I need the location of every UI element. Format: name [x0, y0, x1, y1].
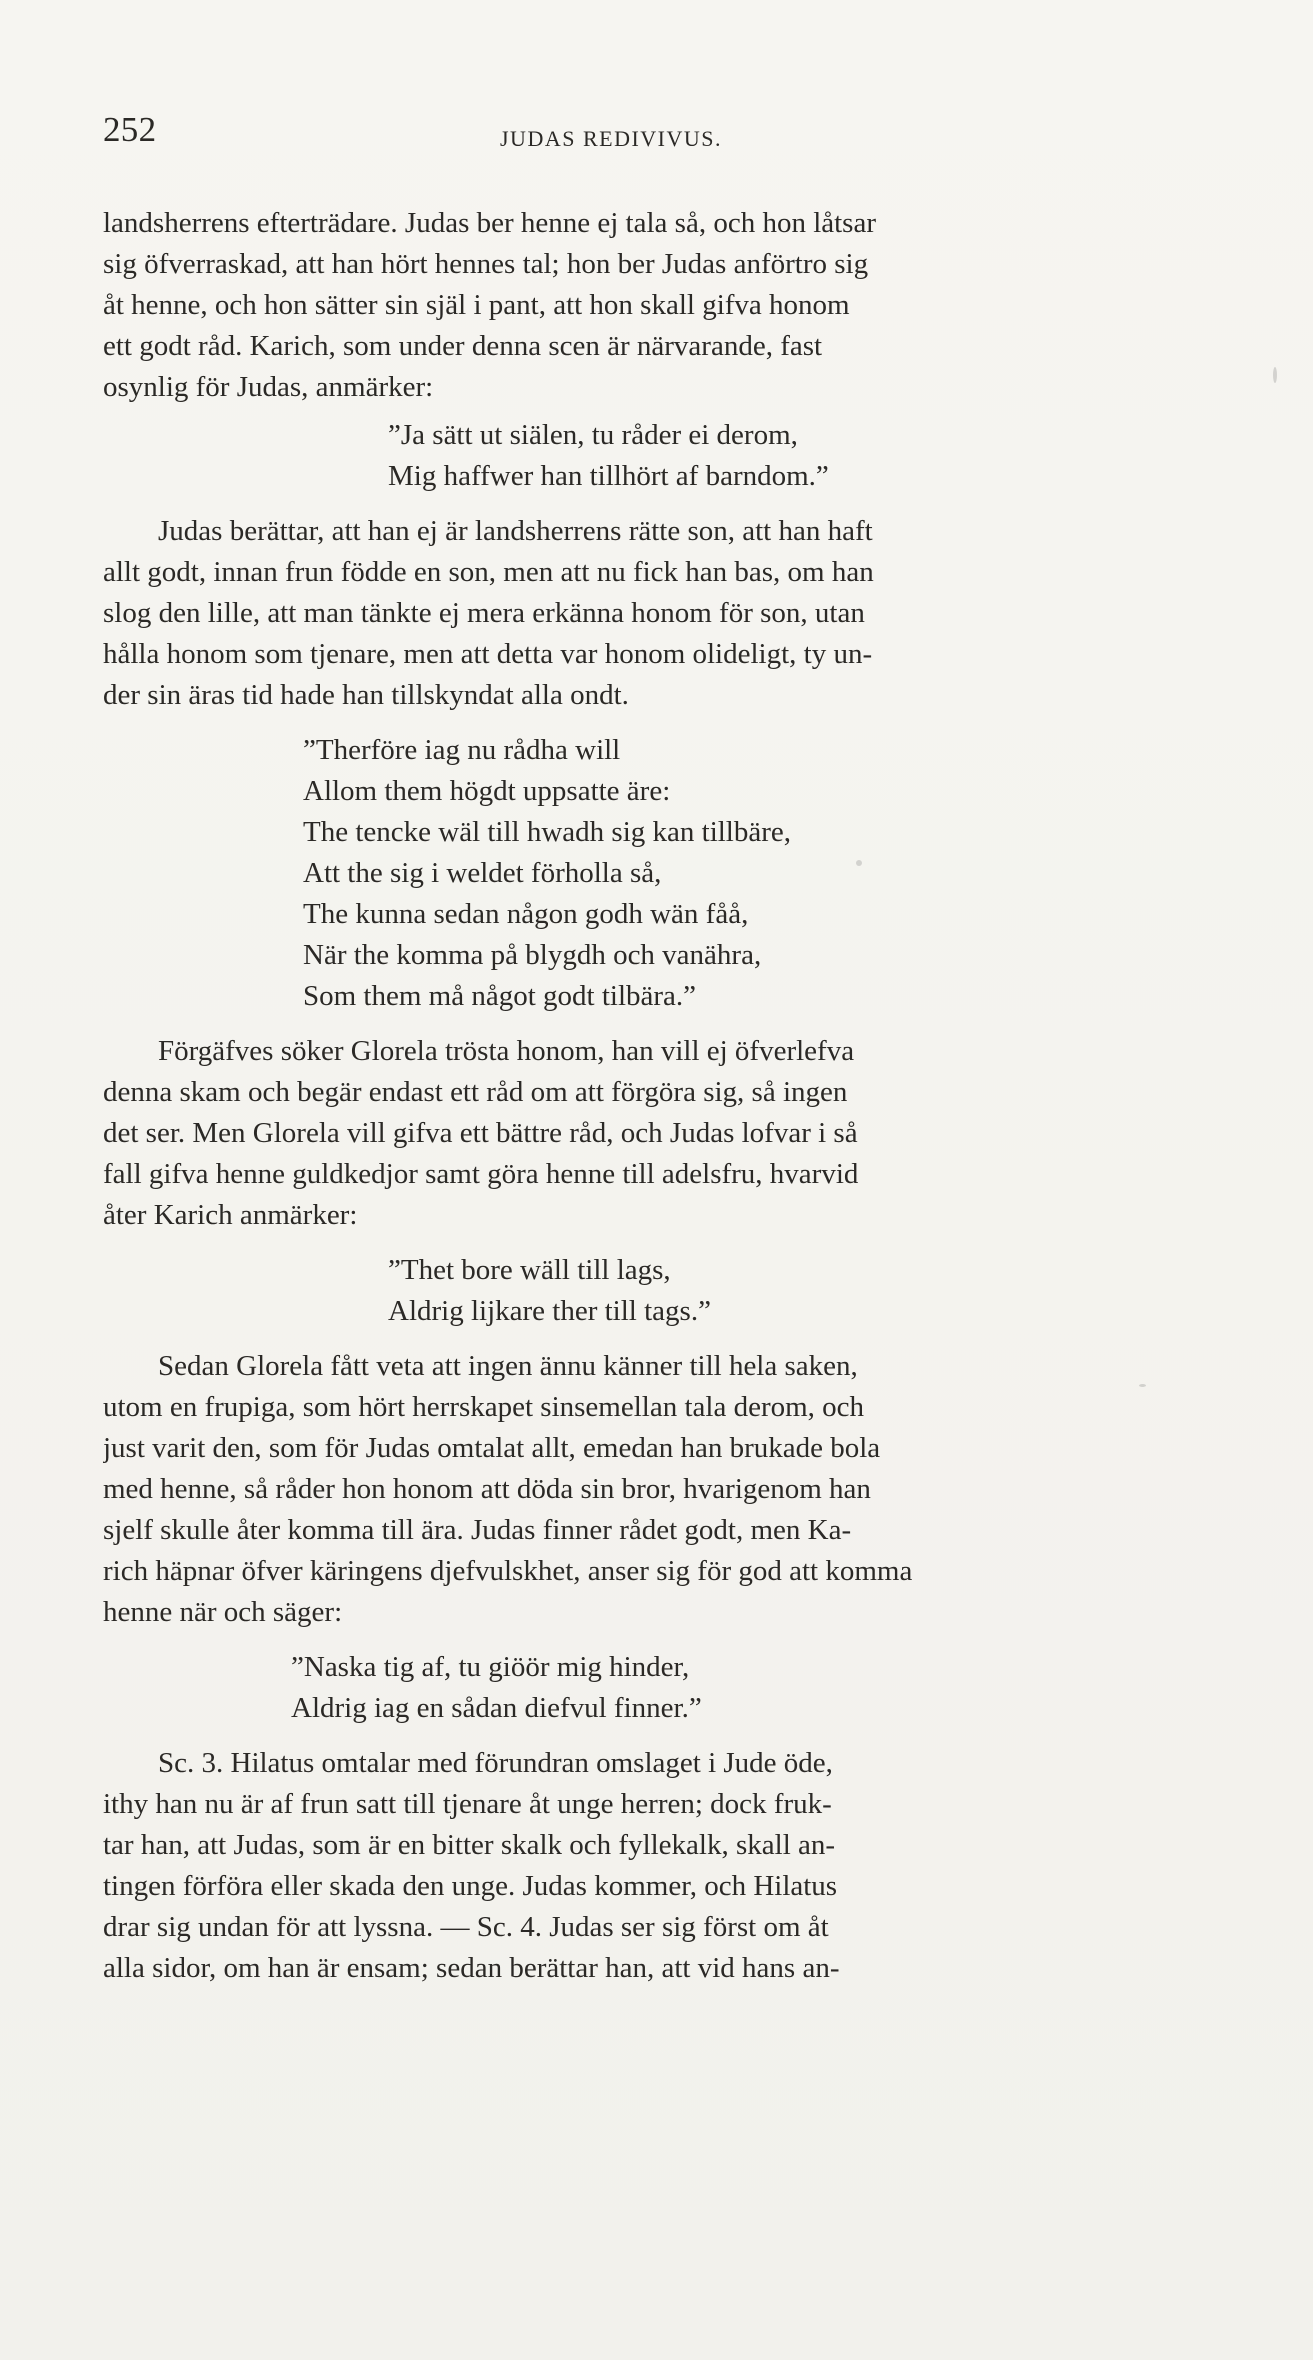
prose-line: henne när och säger:: [103, 1596, 343, 1628]
running-title: JUDAS REDIVIVUS.: [500, 126, 723, 151]
prose-line: Judas berättar, att han ej är landsherrens rätte son, att han haft: [158, 515, 873, 547]
prose-line: utom en frupiga, som hört herrskapet sinsemellan tala derom, och: [103, 1391, 865, 1423]
prose-line: sjelf skulle åter komma till ära. Judas finner rådet godt, men Ka-: [103, 1514, 852, 1546]
verse-line: ”Thet bore wäll till lags,: [388, 1254, 671, 1286]
prose-line: fall gifva henne guldkedjor samt göra henne till adelsfru, hvarvid: [103, 1158, 859, 1190]
prose-line: denna skam och begär endast ett råd om att förgöra sig, så ingen: [103, 1076, 848, 1108]
prose-line: sig öfverraskad, att han hört hennes tal; hon ber Judas anförtro sig: [103, 248, 869, 280]
verse-line: ”Therföre iag nu rådha will: [303, 734, 621, 766]
verse-line: ”Naska tig af, tu giöör mig hinder,: [291, 1651, 690, 1683]
prose-line: Sc. 3. Hilatus omtalar med förundran omslaget i Jude öde,: [158, 1747, 833, 1779]
prose-line: allt godt, innan frun födde en son, men att nu fick han bas, om han: [103, 556, 874, 588]
prose-line: åt henne, och hon sätter sin själ i pant, att hon skall gifva honom: [103, 289, 850, 321]
paper-speck: [1273, 367, 1277, 383]
verse-line: Aldrig iag en sådan diefvul finner.”: [291, 1692, 702, 1724]
prose-line: alla sidor, om han är ensam; sedan berättar han, att vid hans an-: [103, 1952, 840, 1984]
prose-line: osynlig för Judas, anmärker:: [103, 371, 434, 403]
prose-line: hålla honom som tjenare, men att detta var honom olideligt, ty un-: [103, 638, 873, 670]
prose-line: just varit den, som för Judas omtalat allt, emedan han brukade bola: [103, 1432, 881, 1464]
verse-line: Som them må något godt tilbära.”: [303, 980, 697, 1012]
verse-line: The tencke wäl till hwadh sig kan tillbäre,: [303, 816, 792, 848]
prose-line: slog den lille, att man tänkte ej mera erkänna honom för son, utan: [103, 597, 865, 629]
paper-speck: [1139, 1384, 1146, 1387]
page-number: 252: [103, 110, 157, 149]
verse-line: Att the sig i weldet förholla så,: [303, 857, 662, 889]
prose-line: ithy han nu är af frun satt till tjenare åt unge herren; dock fruk-: [103, 1788, 832, 1820]
prose-line: ett godt råd. Karich, som under denna scen är närvarande, fast: [103, 330, 823, 362]
prose-line: det ser. Men Glorela vill gifva ett bättre råd, och Judas lofvar i så: [103, 1117, 858, 1149]
prose-line: med henne, så råder hon honom att döda sin bror, hvarigenom han: [103, 1473, 871, 1505]
verse-line: Allom them högdt uppsatte äre:: [303, 775, 671, 807]
page-body: [103, 203, 1183, 1989]
verse-line: När the komma på blygdh och vanähra,: [303, 939, 762, 971]
prose-line: tar han, att Judas, som är en bitter skalk och fyllekalk, skall an-: [103, 1829, 836, 1861]
verse-line: ”Ja sätt ut siälen, tu råder ei derom,: [388, 419, 798, 451]
prose-line: tingen förföra eller skada den unge. Judas kommer, och Hilatus: [103, 1870, 838, 1902]
prose-line: landsherrens efterträdare. Judas ber henne ej tala så, och hon låtsar: [103, 207, 876, 239]
verse-line: The kunna sedan någon godh wän fåå,: [303, 898, 749, 930]
prose-line: drar sig undan för att lyssna. — Sc. 4. Judas ser sig först om åt: [103, 1911, 829, 1943]
prose-line: der sin äras tid hade han tillskyndat alla ondt.: [103, 679, 629, 711]
verse-line: Mig haffwer han tillhört af barndom.”: [388, 460, 829, 492]
prose-line: åter Karich anmärker:: [103, 1199, 358, 1231]
verse-line: Aldrig lijkare ther till tags.”: [388, 1295, 711, 1327]
page-header: [103, 112, 1183, 162]
prose-line: Sedan Glorela fått veta att ingen ännu känner till hela saken,: [158, 1350, 858, 1382]
paper-speck: [856, 860, 862, 866]
prose-line: rich häpnar öfver käringens djefvulskhet, anser sig för god att komma: [103, 1555, 913, 1587]
prose-line: Förgäfves söker Glorela trösta honom, han vill ej öfverlefva: [158, 1035, 855, 1067]
